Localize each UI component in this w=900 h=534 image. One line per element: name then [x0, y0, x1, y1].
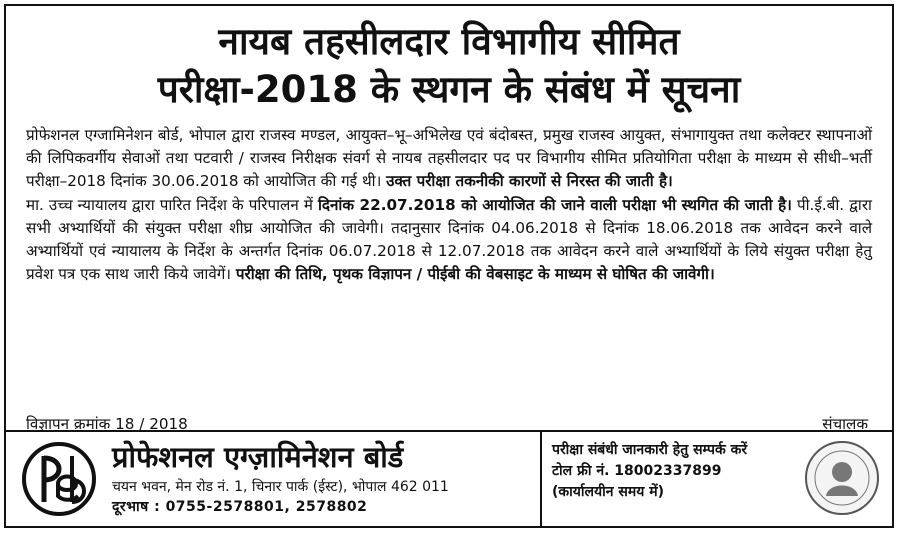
peb-logo-icon: [20, 440, 98, 518]
notice-body: [26, 124, 872, 287]
commemorative-seal-icon: [804, 440, 880, 516]
advert-number: विज्ञापन क्रमांक 18 / 2018: [26, 415, 188, 433]
office-hours: (कार्यालयीन समय में): [552, 484, 665, 500]
footer: [6, 430, 892, 526]
notice-header: [6, 6, 892, 120]
paragraph-2: [26, 194, 872, 286]
para2-text-a: मा. उच्च न्यायालय द्वारा पारित निर्देश के परिपालन में: [26, 196, 318, 214]
org-address: चयन भवन, मेन रोड नं. 1, चिनार पार्क (ईस्ट), भोपाल 462 011: [112, 479, 449, 495]
paragraph-1: [26, 124, 872, 193]
org-phone: दूरभाष : 0755-2578801, 2578802: [112, 499, 368, 515]
contact-heading: परीक्षा संबंधी जानकारी हेतु सम्पर्क करें: [552, 442, 748, 458]
signatory: संचालक: [822, 415, 868, 433]
footer-divider: [540, 432, 542, 526]
para1-text: प्रोफेशनल एग्जामिनेशन बोर्ड, भोपाल द्वारा राजस्व मण्डल, आयुक्त–भू–अभिलेख एवं बंदोबस्त, प्रमुख राजस्व आयुक्त, संभागायुक्त तथा कलेक्टर स्थापनाओं की लिपिकवर्गीय सेवाओं तथा पटवारी / राजस्व निरीक्षक संवर्ग से नायब तहसीलदार पद पर विभागीय सीमित प्रतियोगिता परीक्षा के माध्यम से सीधी–भर्ती परीक्षा–2018 दिनांक 30.06.2018 को आयोजित की गई थी।: [26, 126, 872, 190]
title-line-1: नायब तहसीलदार विभागीय सीमित: [218, 20, 680, 63]
contact-block: [552, 440, 747, 503]
para2-text-b: पी.ई.बी. द्वारा सभी अभ्यार्थियों की संयुक्त परीक्षा शीघ्र आयोजित की जावेगी। तदानुसार दिनांक 04.06.2018 से दिनांक 18.06.2018 तक आवेदन करने वाले अभ्यार्थियों एवं न्यायालय के निर्देश के अन्तर्गत दिनांक 06.07.2018 से 12.07.2018 तक आवेदन करने वाले अभ्यार्थियों के लिये संयुक्त परीक्षा हेतु प्रवेश पत्र एक साथ जारी किये जावेगें।: [26, 196, 872, 283]
tollfree-number: टोल फ्री नं. 18002337899: [552, 463, 722, 479]
para2-bold-b: परीक्षा की तिथि, पृथक विज्ञापन / पीईबी की वेबसाइट के माध्यम से घोषित की जावेगी।: [235, 265, 715, 283]
title-line-2: परीक्षा-2018 के स्थगन के संबंध में सूचना: [157, 68, 741, 111]
notice-frame: [4, 4, 894, 528]
para2-bold-a: दिनांक 22.07.2018 को आयोजित की जाने वाली परीक्षा भी स्थगित की जाती है।: [318, 196, 792, 214]
org-name: प्रोफेशनल एग्ज़ामिनेशन बोर्ड: [112, 440, 404, 474]
para1-bold: उक्त परीक्षा तकनीकी कारणों से निरस्त की जाती है।: [386, 172, 673, 190]
